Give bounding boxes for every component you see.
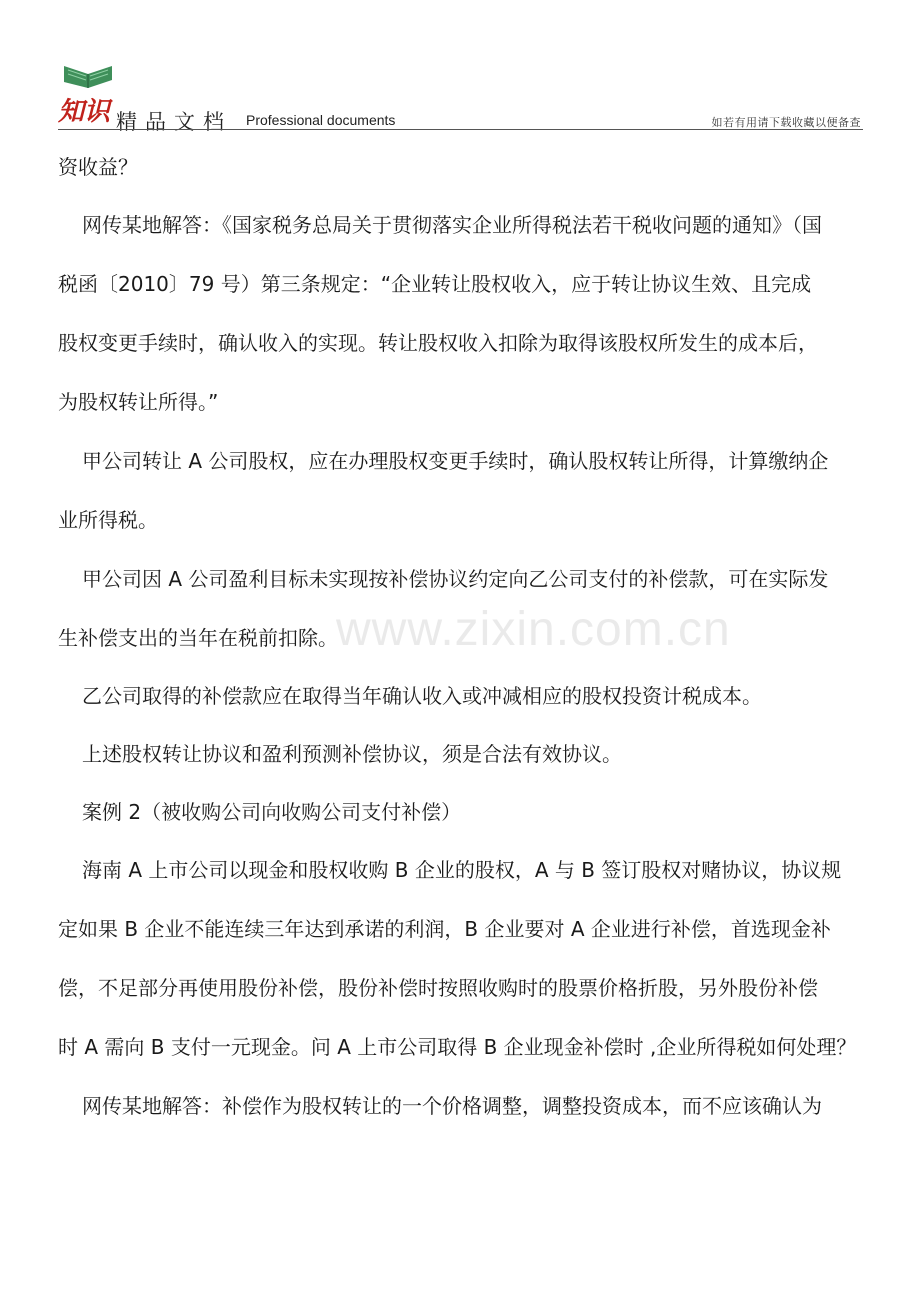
brand-title-en: Professional documents	[246, 112, 396, 128]
text-line: 资收益？	[58, 155, 138, 179]
brand-title-cn: 精品文档	[116, 110, 232, 134]
document-body	[58, 148, 888, 1125]
header-divider	[58, 129, 863, 130]
paragraph-line: 为股权转让所得。”	[58, 390, 219, 414]
watermark: www.zixin.com.cn	[336, 603, 731, 656]
paragraph-line: 定如果 B 企业不能连续三年达到承诺的利润，B 企业要对 A 企业进行补偿，首选现金补	[58, 917, 831, 941]
paragraph-line: 偿，不足部分再使用股份补偿，股份补偿时按照收购时的股票价格折股，另外股份补偿	[58, 976, 818, 1000]
paragraph-line: 网传某地解答：《国家税务总局关于贯彻落实企业所得税法若干税收问题的通知》（国	[82, 213, 822, 237]
paragraph-line: 时 A 需向 B 支付一元现金。问 A 上市公司取得 B 企业现金补偿时 ,企业所得税如何处理？	[58, 1035, 857, 1059]
paragraph-line: 乙公司取得的补偿款应在取得当年确认收入或冲减相应的股权投资计税成本。	[82, 684, 762, 708]
page-header	[58, 62, 863, 132]
paragraph-line: 股权变更手续时，确认收入的实现。转让股权收入扣除为取得该股权所发生的成本后，	[58, 331, 818, 355]
paragraph-line: 甲公司转让 A 公司股权，应在办理股权变更手续时，确认股权转让所得，计算缴纳企	[82, 449, 829, 473]
paragraph-line: 网传某地解答：补偿作为股权转让的一个价格调整，调整投资成本，而不应该确认为	[82, 1094, 822, 1118]
svg-text:知识: 知识	[58, 97, 111, 126]
paragraph-line: 甲公司因 A 公司盈利目标未实现按补偿协议约定向乙公司支付的补偿款，可在实际发	[82, 567, 829, 591]
header-slogan: 如若有用请下载收藏以便备查	[711, 116, 861, 129]
book-logo-icon	[58, 62, 118, 126]
paragraph-line: 上述股权转让协议和盈利预测补偿协议，须是合法有效协议。	[82, 742, 622, 766]
paragraph-line: 案例 2（被收购公司向收购公司支付补偿）	[82, 800, 462, 824]
paragraph-line: 税函〔2010〕79 号）第三条规定：“企业转让股权收入，应于转让协议生效、且完成	[58, 272, 812, 296]
paragraph-line: 生补偿支出的当年在税前扣除。	[58, 626, 338, 650]
paragraph-line: 业所得税。	[58, 508, 158, 532]
paragraph-line: 海南 A 上市公司以现金和股权收购 B 企业的股权，A 与 B 签订股权对赌协议，协议规	[82, 858, 842, 882]
